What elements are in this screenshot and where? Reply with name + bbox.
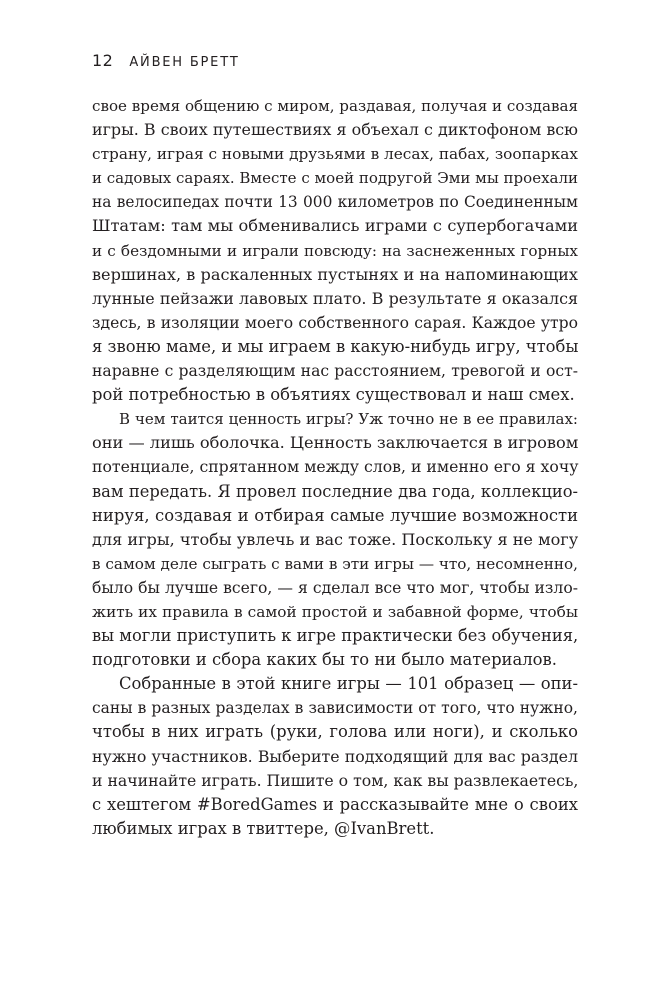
text-line: свое время общению с миром, раздавая, получая и создавая [92,97,578,115]
paragraph-1 [92,94,578,407]
text-line: рой потребностью в объятиях существовал и наш смех. [92,385,575,405]
text-line: и начинайте играть. Пишите о том, как вы развлекаетесь, [92,770,579,790]
text-line: на велосипедах почти 13 000 километров по Соединенным [92,193,578,212]
text-line: я звоню маме, и мы играем в какую-нибудь игру, чтобы [92,336,579,356]
running-head [92,51,240,73]
text-line: жить их правила в самой простой и забавной форме, чтобы [92,602,578,621]
text-line: вам передать. Я провел последние два года, коллекцио- [92,481,578,501]
text-line: Собранные в этой книге игры — 101 образец — опи- [119,674,578,694]
text-line: для игры, чтобы увлечь и вас тоже. Поскольку я не могу [92,529,579,549]
text-line: страну, играя с новыми друзьями в лесах, пабах, зоопарках [92,145,579,164]
text-line: нужно участников. Выберите подходящий для вас раздел [92,746,578,766]
text-line: и садовых сараях. Вместе с моей подругой Эми мы проехали [92,169,578,188]
text-line: нируя, создавая и отбирая самые лучшие возможности [92,505,578,525]
text-line: Штатам: там мы обменивались играми с супербогачами [92,216,578,236]
body-text [92,94,578,841]
author-name: АЙВЕН БРЕТТ [129,55,240,70]
text-line: В чем таится ценность игры? Уж точно не в ее правилах: [119,410,578,429]
text-line: наравне с разделяющим нас расстоянием, тревогой и ост- [92,362,578,381]
text-line: чтобы в них играть (руки, голова или ноги), и сколько [92,722,578,742]
text-line: здесь, в изоляции моего собственного сарая. Каждое утро [92,313,578,332]
text-line: любимых играх в твиттере, @IvanBrett. [92,818,435,838]
text-line: вы могли приступить к игре практически без обучения, [92,626,579,646]
text-line: они — лишь оболочка. Ценность заключается в игровом [92,433,579,453]
text-line: вершинах, в раскаленных пустынях и на напоминающих [92,264,578,284]
text-line: было бы лучше всего, — я сделал все что мог, чтобы излo- [92,578,578,597]
text-line: саны в разных разделах в зависимости от того, что нужно, [92,699,578,718]
text-line: с хештегом #BoredGames и рассказывайте мне о своих [92,794,578,814]
text-line: и с бездомными и играли повсюду: на заснеженных горных [92,241,578,260]
text-line: лунные пейзажи лавовых плато. В результате я оказался [92,288,578,308]
paragraph-3 [92,672,578,841]
page-number: 12 [92,51,114,70]
text-line: потенциале, спрятанном между слов, и именно его я хочу [92,457,579,477]
paragraph-2 [92,407,578,672]
text-line: в самом деле сыграть с вами в эти игры — что, несомненно, [92,554,578,573]
text-line: игры. В своих путешествиях я объехал с диктофоном всю [92,120,578,140]
text-line: подготовки и сбора каких бы то ни было материалов. [92,650,557,670]
